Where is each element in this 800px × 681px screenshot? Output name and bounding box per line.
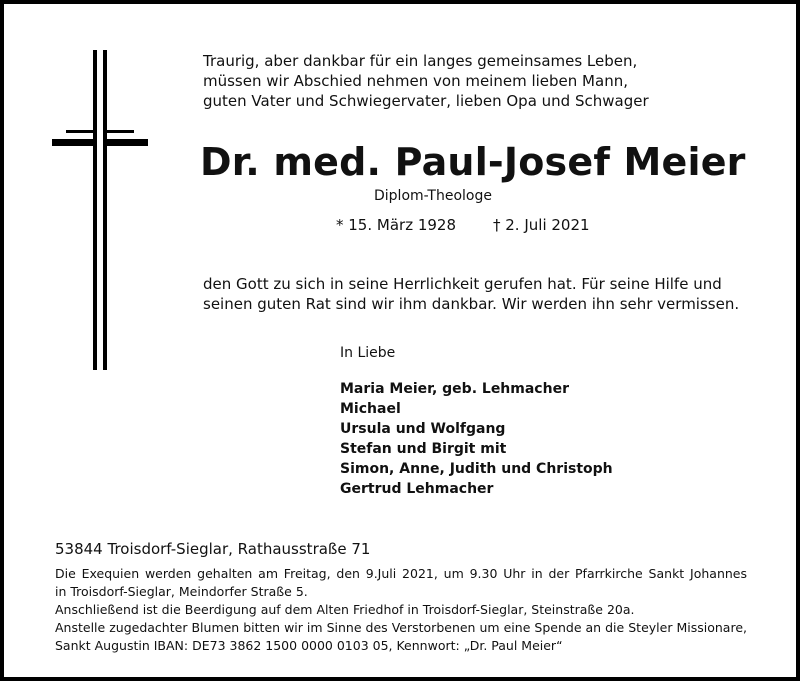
donation-line: Anstelle zugedachter Blumen bitten wir im Sinne des Verstorbenen um eine Spende an die Steyler Missionare, <box>55 620 747 635</box>
mourner-name: Maria Meier, geb. Lehmacher <box>340 381 569 397</box>
mourner-name: Simon, Anne, Judith und Christoph <box>340 461 613 477</box>
deceased-title: Diplom-Theologe <box>374 188 492 204</box>
mourner-name: Gertrud Lehmacher <box>340 481 494 497</box>
intro-line: müssen wir Abschied nehmen von meinem lieben Mann, <box>203 72 628 90</box>
message-line: seinen guten Rat sind wir ihm dankbar. Wir werden ihn sehr vermissen. <box>203 295 740 313</box>
deceased-name: Dr. med. Paul-Josef Meier <box>200 140 746 184</box>
family-address: 53844 Troisdorf-Sieglar, Rathausstraße 71 <box>55 540 371 558</box>
message-text <box>203 274 763 314</box>
intro-line: Traurig, aber dankbar für ein langes gemeinsames Leben, <box>203 52 638 70</box>
message-line: den Gott zu sich in seine Herrlichkeit gerufen hat. Für seine Hilfe und <box>203 275 722 293</box>
mourner-name: Michael <box>340 401 401 417</box>
mourner-name: Ursula und Wolfgang <box>340 421 506 437</box>
greeting: In Liebe <box>340 345 396 361</box>
mourners-list <box>340 379 613 499</box>
exequien-line: Die Exequien werden gehalten am Freitag, den 9.Juli 2021, um 9.30 Uhr in der Pfarrkirche Sankt Johannes <box>55 566 747 581</box>
funeral-notes <box>55 565 747 655</box>
death-date: † 2. Juli 2021 <box>493 216 590 234</box>
exequien-line: in Troisdorf-Sieglar, Meindorfer Straße 5. <box>55 584 308 599</box>
birth-date: * 15. März 1928 <box>336 216 457 234</box>
intro-text <box>203 51 673 111</box>
burial-line: Anschließend ist die Beerdigung auf dem Alten Friedhof in Troisdorf-Sieglar, Steinstraße 20a. <box>55 602 635 617</box>
donation-line: Sankt Augustin IBAN: DE73 3862 1500 0000 0103 05, Kennwort: „Dr. Paul Meier“ <box>55 638 563 653</box>
mourner-name: Stefan und Birgit mit <box>340 441 507 457</box>
cross-icon <box>52 50 148 370</box>
intro-line: guten Vater und Schwiegervater, lieben Opa und Schwager <box>203 92 649 110</box>
